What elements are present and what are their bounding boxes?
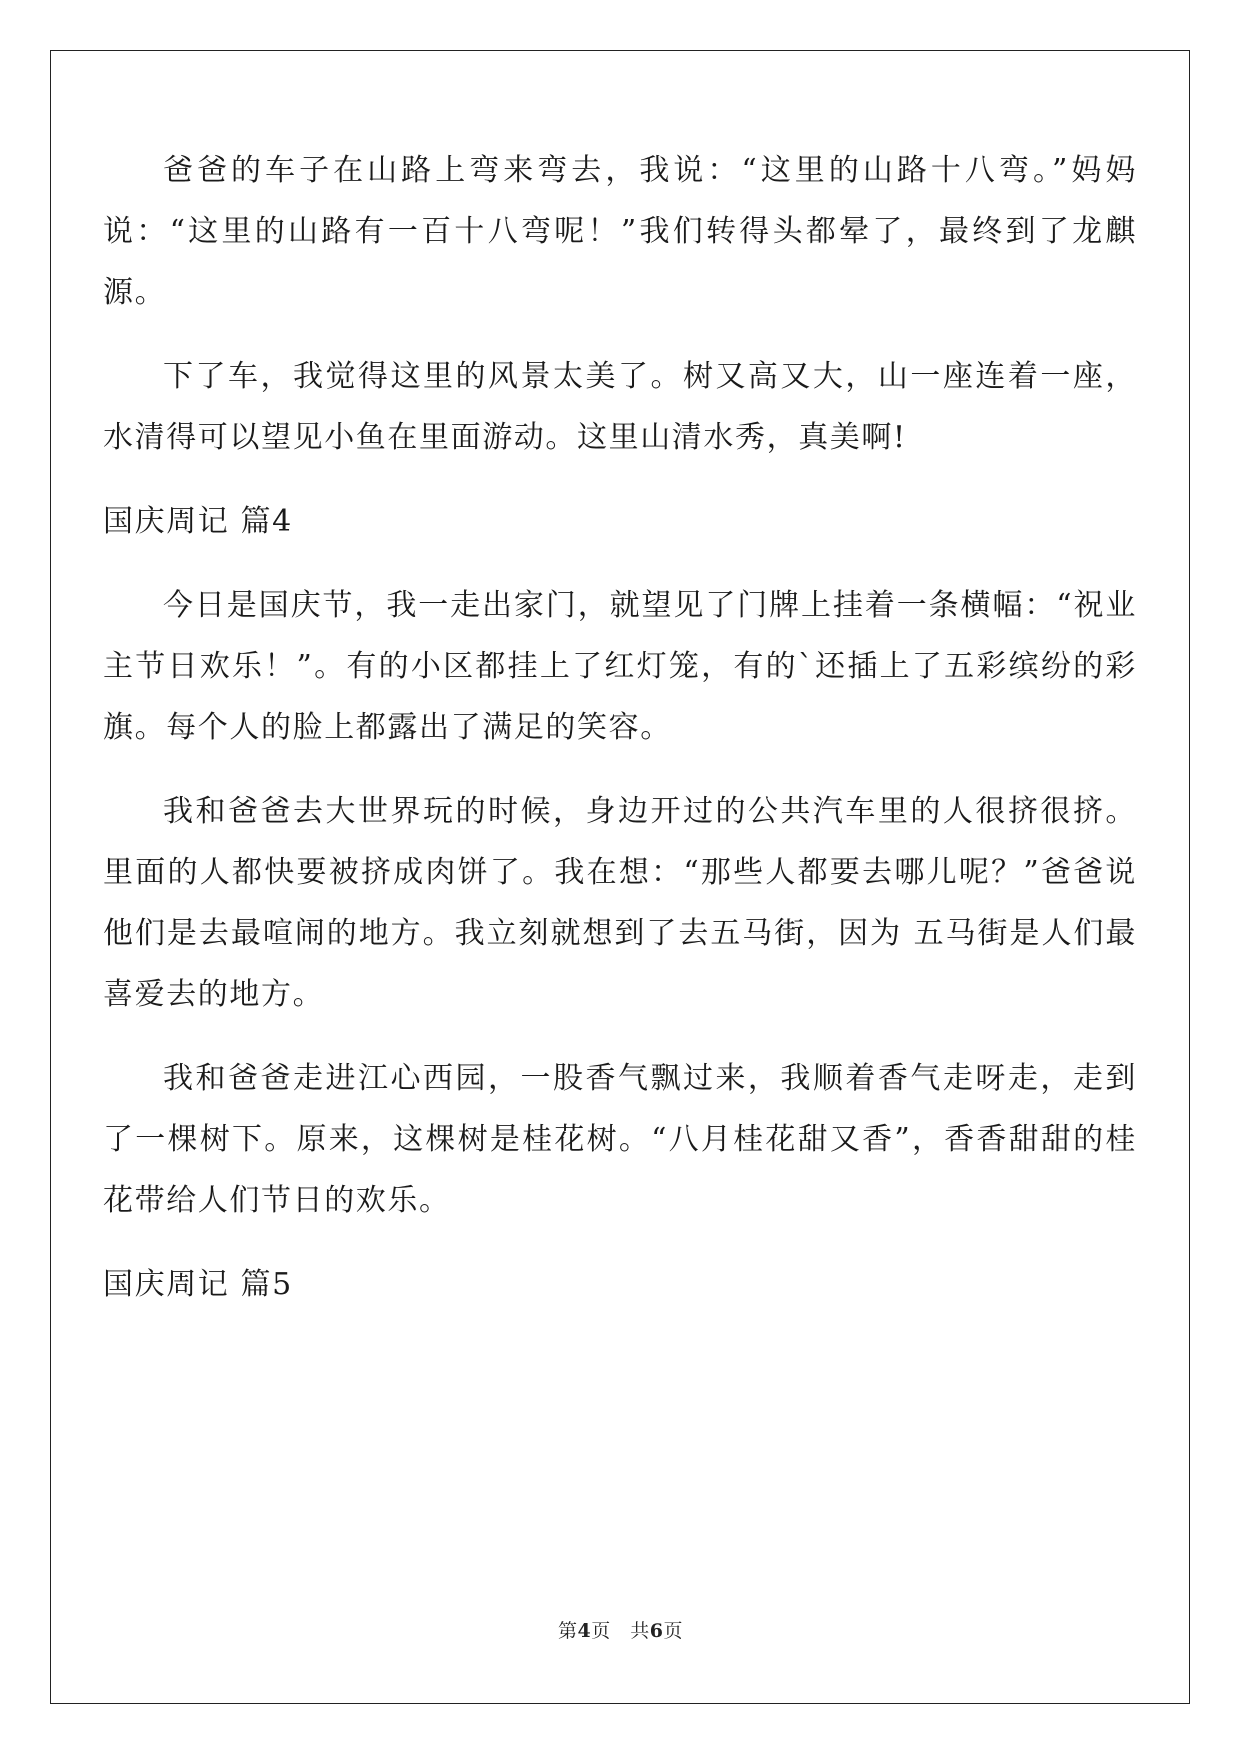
footer-suffix: 页 <box>663 1620 683 1642</box>
paragraph: 我和爸爸去大世界玩的时候，身边开过的公共汽车里的人很挤很挤。里面的人都快要被挤成肉饼了。我在想：“那些人都要去哪儿呢？”爸爸说他们是去最喧闹的地方。我立刻就想到了去五马街，因为 五马街是人们最喜爱去的地方。 <box>103 794 1137 1012</box>
paragraph: 今日是国庆节，我一走出家门，就望见了门牌上挂着一条横幅：“祝业主节日欢乐！”。有的小区都挂上了红灯笼，有的`还插上了五彩缤纷的彩旗。每个人的脸上都露出了满足的笑容。 <box>103 588 1137 745</box>
document-body <box>103 140 1137 1338</box>
page-footer <box>0 1616 1241 1643</box>
paragraph: 我和爸爸走进江心西园，一股香气飘过来，我顺着香气走呀走，走到了一棵树下。原来，这棵树是桂花树。“八月桂花甜又香”，香香甜甜的桂花带给人们节日的欢乐。 <box>103 1061 1137 1218</box>
footer-prefix: 第 <box>557 1620 578 1642</box>
paragraph: 下了车，我觉得这里的风景太美了。树又高又大，山一座连着一座，水清得可以望见小鱼在里面游动。这里山清水秀，真美啊! <box>103 359 1137 455</box>
section-heading: 国庆周记 篇5 <box>103 1267 293 1302</box>
section-heading: 国庆周记 篇4 <box>103 504 293 539</box>
paragraph: 爸爸的车子在山路上弯来弯去，我说：“这里的山路十八弯。”妈妈说：“这里的山路有一百十八弯呢！”我们转得头都晕了，最终到了龙麒源。 <box>103 153 1137 310</box>
footer-total-pages: 6 <box>649 1620 664 1642</box>
footer-current-page: 4 <box>577 1620 592 1642</box>
footer-middle: 页 共 <box>591 1620 650 1642</box>
